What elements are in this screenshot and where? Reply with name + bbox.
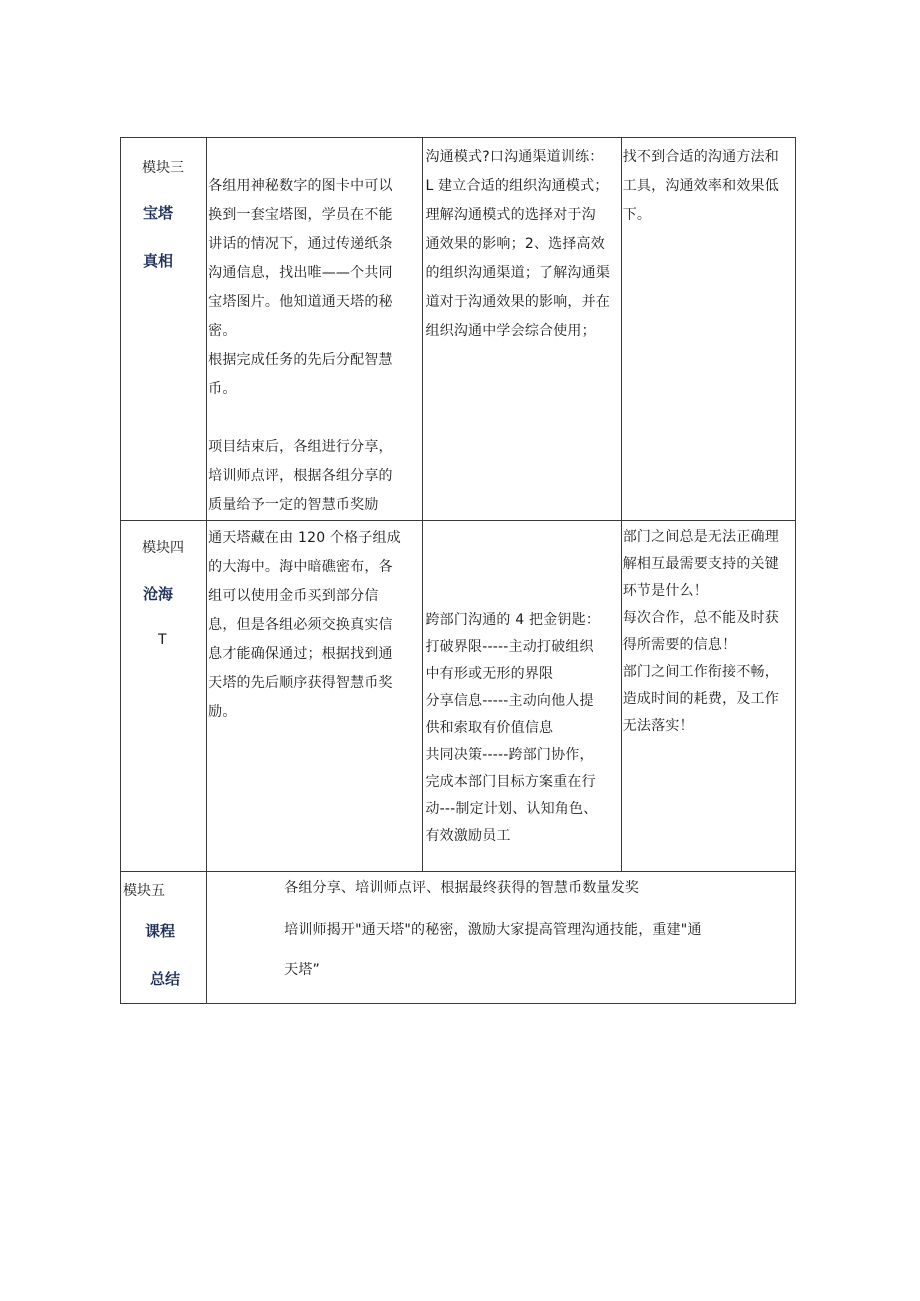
text-line: 下。 (622, 207, 652, 223)
text-line: 讲话的情况下，通过传递纸条 (208, 236, 393, 252)
text-line: 造成时间的耗费，及工作 (622, 691, 779, 707)
text-line: 息才能确保通过；根据找到通 (208, 646, 393, 662)
text-line: 宝塔图片。他知道通天塔的秘 (208, 294, 393, 310)
text-line: 的大海中。海中暗礁密布，各 (208, 559, 393, 575)
text-line: 动---制定计划、认知角色、 (425, 801, 598, 817)
summary-line: 培训师揭开"通天塔"的秘密，激励大家提高管理沟通技能，重建"通 (284, 922, 702, 938)
text-line: 理解沟通模式的选择对于沟 (425, 207, 596, 223)
table-row-module-4 (121, 521, 796, 872)
text-line: 供和索取有价值信息 (425, 720, 554, 736)
text-line: L 建立合适的组织沟通模式； (425, 178, 609, 194)
training-cell (423, 521, 621, 872)
text-line: 共同决策-----跨部门协作， (425, 747, 594, 763)
text-line: 组可以使用金币买到部分信 (208, 588, 379, 604)
text-line: 培训师点评，根据各组分享的 (208, 468, 393, 484)
summary-line: 各组分享、培训师点评、根据最终获得的智慧币数量发奖 (284, 880, 640, 896)
text-line: 每次合作，总不能及时获 (622, 610, 779, 626)
problem-text (622, 521, 795, 740)
text-line: 密。 (208, 323, 237, 339)
text-line: 换到一套宝塔图，学员在不能 (208, 207, 393, 223)
activity-text (207, 521, 422, 727)
text-line: 通天塔藏在由 120 个格子组成 (208, 530, 401, 546)
module-title-line: T (158, 632, 167, 648)
module-label: 模块五 (123, 883, 165, 899)
table-row-module-3 (121, 138, 796, 521)
module-title-line: 总结 (150, 970, 181, 988)
text-line: 完成本部门目标方案重在行 (425, 774, 596, 790)
problem-text (622, 138, 795, 230)
text-line: 各组用神秘数字的图卡中可以 (208, 178, 393, 194)
text-line: 根据完成任务的先后分配智慧 (208, 352, 393, 368)
text-line: 中有形或无形的界限 (425, 666, 554, 682)
module-cell (121, 138, 207, 521)
text-line: 有效激励员工 (425, 828, 511, 844)
text-line: 部门之间工作衔接不畅， (622, 664, 779, 680)
text-line: 沟通信息，找出唯——个共同 (208, 265, 393, 281)
course-table (120, 137, 796, 1004)
text-line: 组织沟通中学会综合使用； (425, 323, 596, 339)
text-line: 部门之间总是无法正确理 (622, 529, 779, 545)
text-line: 环节是什么！ (622, 583, 708, 599)
module-title-line: 真相 (143, 252, 174, 270)
text-line: 沟通模式?口沟通渠道训练： (425, 149, 604, 165)
text-line: 币。 (208, 381, 237, 397)
module-title-line: 沧海 (143, 585, 174, 603)
module-label: 模块四 (142, 540, 184, 556)
text-line: 励。 (208, 704, 237, 720)
text-line: 分享信息-----主动向他人提 (425, 693, 594, 709)
text-line: 工具，沟通效率和效果低 (622, 178, 779, 194)
text-line: 通效果的影响；2、选择高效 (425, 236, 605, 252)
activity-text (207, 138, 422, 520)
activity-cell (207, 521, 423, 872)
module-label: 模块三 (142, 160, 184, 176)
text-line: 打破界限-----主动打破组织 (425, 639, 594, 655)
text-line: 得所需要的信息！ (622, 637, 737, 653)
module-cell (121, 521, 207, 872)
text-line: 找不到合适的沟通方法和 (622, 149, 779, 165)
text-line: 无法落实！ (622, 718, 694, 734)
problem-cell (621, 138, 795, 521)
summary-line: 天塔” (284, 962, 320, 978)
training-text (423, 521, 620, 850)
problem-cell (621, 521, 795, 872)
text-line: 的组织沟通渠道；了解沟通渠 (425, 265, 611, 281)
text-line: 解相互最需要支持的关键 (622, 556, 779, 572)
module-cell (121, 872, 207, 1004)
training-text (423, 138, 620, 346)
table-row-module-5 (121, 872, 796, 1004)
text-line (208, 404, 422, 433)
text-line: 息，但是各组必须交换真实信 (208, 617, 393, 633)
module-title-line: 宝塔 (143, 204, 174, 222)
text-line: 项目结束后，各组进行分享， (208, 439, 393, 455)
activity-cell (207, 138, 423, 521)
summary-cell (207, 872, 796, 1004)
text-line: 跨部门沟通的 4 把金钥匙： (425, 612, 601, 628)
text-line: 天塔的先后顺序获得智慧币奖 (208, 675, 393, 691)
text-line: 质量给予一定的智慧币奖励 (208, 497, 379, 513)
text-line: 道对于沟通效果的影响，并在 (425, 294, 611, 310)
module-title-line: 课程 (145, 922, 176, 940)
training-cell (423, 138, 621, 521)
